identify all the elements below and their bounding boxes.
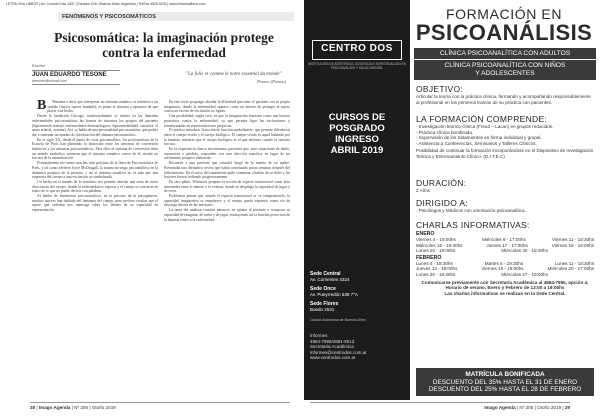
duracion-section	[416, 178, 594, 194]
promo-box	[416, 368, 594, 396]
issue-number: Nº 205	[519, 405, 534, 410]
schedule-cell: Jueves 14 - 19:00hs	[416, 266, 458, 272]
cursos-line: ABRIL 2019	[330, 145, 384, 156]
charlas-location-note: Las charlas informativas se realizan en la Sede Central.	[444, 290, 566, 296]
charlas-section	[416, 220, 594, 296]
paragraph: En la experiencia clínica encontramos pacientes que, ante situaciones de duelo, separación o pérdida, responden con una afección somática en lugar de un sufrimiento psíquico elaborado.	[164, 147, 290, 161]
promo-line: DESCUENTO DEL 25% HASTA EL 28 DE FEBRERO	[428, 386, 582, 394]
paragraph: En este texto propongo abordar la dificultad que tiene el paciente con su propio imaginario, donde la enfermedad aparece como un intento de proteger al sujeto contra un exceso de excitación no ligada.	[164, 100, 290, 114]
epigraph	[186, 72, 286, 85]
formacion-item: - Práctica clínica bonificada.	[416, 129, 474, 135]
informes-label: Informes	[310, 333, 328, 338]
promo-title: MATRÍCULA BONIFICADA	[465, 371, 545, 378]
duracion-text: 2 Años	[416, 188, 431, 193]
section-tag: FENÓMENOS Y PSICOSOMÁTICOS	[58, 12, 294, 21]
byline-label: Escribe	[32, 63, 46, 68]
epigraph-text: "La folie et comme le notre essentiel du monde"	[186, 72, 282, 77]
month-febrero: FEBRERO	[416, 254, 442, 261]
objetivo-section	[416, 84, 594, 105]
drop-cap: B	[37, 100, 47, 113]
issue-number: Nº 205	[74, 405, 89, 410]
month-enero: ENERO	[416, 231, 435, 237]
paragraph	[32, 100, 158, 114]
paragraph: Podríamos pensar que cuando el espacio transicional se ve comprometido, la capacidad imaginativa se empobrece y el cuerpo queda expuesto como vía de descarga directa de las tensiones.	[164, 194, 290, 208]
schedule-row	[416, 272, 594, 278]
footer-left: 28 | Imago Agenda | Nº 205 | Otoño 2019	[30, 402, 290, 412]
schedule-cell: Miércoles 16 - 19:30hs	[416, 242, 463, 248]
schedule-cell: Lunes 25 - 18:30hs	[416, 271, 456, 277]
sede-flores	[310, 302, 406, 313]
article-column-2	[164, 100, 290, 388]
formacion-item: - Asistencia a Conferencias, Seminarios y Talleres Clínicos.	[416, 140, 537, 146]
formacion-heading: LA FORMACIÓN COMPRENDE:	[416, 114, 548, 124]
schedule-cell: Lunes 11 - 18:30hs	[555, 260, 594, 266]
author-email[interactable]: jetesone@hotmail.com	[32, 78, 67, 83]
duracion-heading: DURACIÓN:	[416, 178, 467, 188]
cursos-line: POSGRADO	[329, 123, 385, 134]
schedule-cell: Miércoles 30 - 18:30hs	[501, 248, 548, 254]
email-link[interactable]: informes@centrodos.com.ar	[310, 349, 367, 355]
publisher-topbar: LETRA VIVA LIBROS | Av. Coronel Díaz 1837 | Ecuador 616 | Buenos Aires, Argentina | Tel/Fax 4825-9034 | www.letravivalibros.com	[6, 2, 206, 6]
sede-name: Sede Flores	[310, 301, 339, 307]
paragraph: Un hecho en el mundo de lo somático nos permite abordar una zona de cierta disociación del cuerpo, donde la enfermedad se expresa y el cuerpo se convierte en teatro de lo que no puede decirse con palabras.	[32, 179, 158, 194]
sede-name: Sede Central	[310, 271, 341, 277]
ad-title-top: FORMACIÓN EN	[445, 6, 563, 22]
paragraph-text: Bastante a decir que interpretar un síntoma somático es remitirse a un sentido (mayor operar fundado), es poner el síntoma a apoyarse de qué placer está hecho.	[47, 100, 158, 114]
comunicarse-note: Comunicarse previamente con Secretaría Académica al 4864-7995, opción 4. Horario de verano, Enero y Febrero de 13:00 a 19:00hs	[421, 279, 589, 291]
formacion-item: - Investigación teórico-clínica (Freud – Lacan) en grupos reducidos.	[416, 124, 554, 129]
sede-name: Sede Once	[310, 286, 336, 292]
banner-adultos: CLÍNICA PSICOANALÍTICA CON ADULTOS	[414, 48, 596, 59]
objetivo-heading: OBJETIVO:	[416, 84, 464, 94]
schedule-cell: Viernes 4 - 19:00hs	[416, 237, 456, 242]
paragraph: Al hablar de fenómenos psicosomáticos, en la psicosis de la psicogénesis, muchos autores han hablado del fantasma del cuerpo, pero prefiero resaltar que el sujeto que enferma nos interroga sobre los límites de su capacidad de representación.	[32, 194, 158, 213]
byline-rule	[32, 70, 120, 71]
epigraph-author: Pessoa (Pessoa)	[257, 79, 286, 84]
sede-address: Av. Pueyrredón 538 7°A	[310, 292, 358, 298]
charlas-heading: CHARLAS INFORMATIVAS:	[416, 220, 530, 230]
centro-dos-logo	[312, 40, 402, 60]
paragraph: En otro plano, Winnicott propone la noción de espacio transicional como área intermedia entre lo interno y lo externo, donde se despliega la capacidad de jugar y de crear.	[164, 179, 290, 194]
dirigido-heading: DIRIGIDO A:	[416, 198, 468, 208]
magazine-name: Imago Agenda	[484, 405, 516, 410]
article-column-1	[32, 100, 158, 388]
schedule-cell: Lunes 4 - 18:30hs	[416, 260, 453, 266]
formacion-item: - Supervisión de los tratamientos en forma individual y grupal.	[416, 135, 542, 141]
banner-line: Y ADOLESCENTES	[475, 70, 535, 77]
formacion-section	[416, 114, 594, 160]
secretaria-label: Secretaria Académica	[310, 344, 354, 350]
cursos-line: INGRESO	[335, 134, 379, 145]
dirigido-text: - Psicólogos y Médicos con orientación psicoanalítica.	[416, 208, 526, 213]
promo-line: DESCUENTO DEL 35% HASTA EL 31 DE ENERO	[432, 378, 578, 386]
advertisement	[304, 0, 600, 400]
schedule-cell: Miércoles 27 - 19:00hs	[501, 271, 548, 277]
banner-ninos	[414, 60, 596, 80]
ad-dark-panel	[304, 0, 410, 400]
banner-line: CLÍNICA PSICOANALÍTICA CON NIÑOS	[444, 62, 566, 69]
schedule-cell: Miércoles 20 - 17:00hs	[547, 266, 594, 272]
ciudad: Ciudad Autónoma de Buenos Aires	[310, 318, 366, 322]
issue-date: Otoño 2019	[91, 405, 116, 410]
dirigido-section	[416, 198, 594, 214]
paragraph: Personalmente me siento muchas más próxima de la línea de Psicosomática de París, y tal como advierte Joyce McDougall, la misma un sesgo psicoanalítico en la dinámica psíquica de la persona, y así el síntoma somático no es más que una respuesta del cuerpo a una excitación no simbolizada.	[32, 161, 158, 180]
logo-text: CENTRO DOS	[321, 43, 393, 54]
byline-rule-bottom	[32, 84, 120, 85]
website-link[interactable]: www.centrodos.com.ar	[310, 355, 356, 361]
contact-info	[310, 333, 406, 361]
author-name: JUAN EDUARDO TESONE	[32, 71, 107, 78]
paragraph: La tarea del analista consiste entonces en ayudar al paciente a recuperar su capacidad de imaginar, de soñar y de jugar, restituyendo así la función protectora de la fantasía frente a la enfermedad.	[164, 208, 290, 222]
schedule-cell: Martes 5 - 19:30hs	[484, 260, 524, 266]
schedule-cell: Miércoles 9 - 17:00hs	[481, 237, 526, 242]
paragraph: Recuerdo a una paciente que consultó luego de la muerte de su madre. Presentaba una dermatitis severa que había comenzado pocas semanas después del fallecimiento. En el curso del tratamiento pudo comenzar a hablar de su dolor y las lesiones fueron cediendo progresivamente.	[164, 161, 290, 180]
schedule-cell: Lunes 28 - 19:00hs	[416, 248, 456, 254]
paragraph: En el siglo XX, desde el punto de vista psicoanalítico, los psicoanalistas de la Escuela de París han planteado la distinción entre los síntomas de conversión histéricos y los síntomas psicosomáticos. Para ellos el síntoma de conversión tiene un sentido simbólico, mientras que el síntoma somático carece de él, siendo un fracaso de la mentalización.	[32, 137, 158, 161]
cursos-line: CURSOS DE	[328, 112, 386, 123]
page-number: 29	[564, 405, 570, 410]
page-number: 28	[30, 405, 36, 410]
cursos-heading	[304, 112, 410, 156]
schedule-cell: Viernes 15 - 19:00hs	[481, 266, 524, 272]
schedule-cell: Jueves 17 - 17:00hs	[486, 242, 528, 248]
article-title: Psicosomática: la imaginación protege contra la enfermedad	[54, 30, 274, 60]
footer-right: Imago Agenda | Nº 205 | Otoño 2019 | 29	[310, 402, 570, 412]
paragraph: Es preciso introducir la noción de función simbolizante, que permite diferenciar entre el cuerpo vivido y el cuerpo biológico. El cuerpo vivido es aquel habitado por la fantasía, mientras que el cuerpo biológico es el que enferma cuando la fantasía fracasa.	[164, 128, 290, 147]
sede-central	[310, 272, 406, 283]
issue-date: Otoño 2019	[537, 405, 562, 410]
sede-address: Boedo 2531	[310, 307, 335, 313]
sede-once	[310, 287, 406, 298]
paragraph: Desde la fundación Chicago, tradicionalmente se incluía en las llamadas enfermedades psicosomáticas las formas de síntomas los propios del paciente (hipertensión arterial, enfermedades dermatológicas, hipersensibilidad, sensitiva, el asma arterial, eczema). Así, se habla de una personalidad psicosomática, que podría dar a sustentar un aparato de clasificación del síntoma psicosomático.	[32, 114, 158, 137]
phone-number: 4864-7995/4861-9013	[310, 338, 355, 344]
magazine-name: Imago Agenda	[38, 405, 71, 410]
byline	[32, 63, 120, 86]
ad-title-main: PSICOANÁLISIS	[415, 20, 593, 45]
schedule-row	[416, 248, 594, 254]
formacion-note: Posibilidad de continuar la formación incorporándose en el Dispositivo de Investigación Teórica y Entrenamiento Clínico. (D.I.T.E.C)	[416, 148, 594, 159]
objetivo-text: Articular la teoría con la práctica clínica, formando y acompañando responsablemente al profesional en los primeros tramos de su práctica con pacientes.	[416, 94, 591, 105]
sede-address: Av. Corrientes 4324	[310, 277, 350, 283]
logo-subtitle: INSTITUCIÓN DE ASISTENCIA, DOCENCIA E INVESTIGACIÓN EN PSICOANÁLISIS Y SALUD MENTAL	[308, 62, 406, 70]
paragraph: Una posibilidad, según creo, es que la imaginación funcione como una barrera protectora contra la enfermedad, ya que permite ligar las excitaciones y transformarlas en representaciones psíquicas.	[164, 114, 290, 128]
schedule-cell: Viernes 18 - 16:00hs	[551, 242, 594, 248]
schedule-cell: Viernes 11 - 18:30hs	[552, 237, 594, 242]
